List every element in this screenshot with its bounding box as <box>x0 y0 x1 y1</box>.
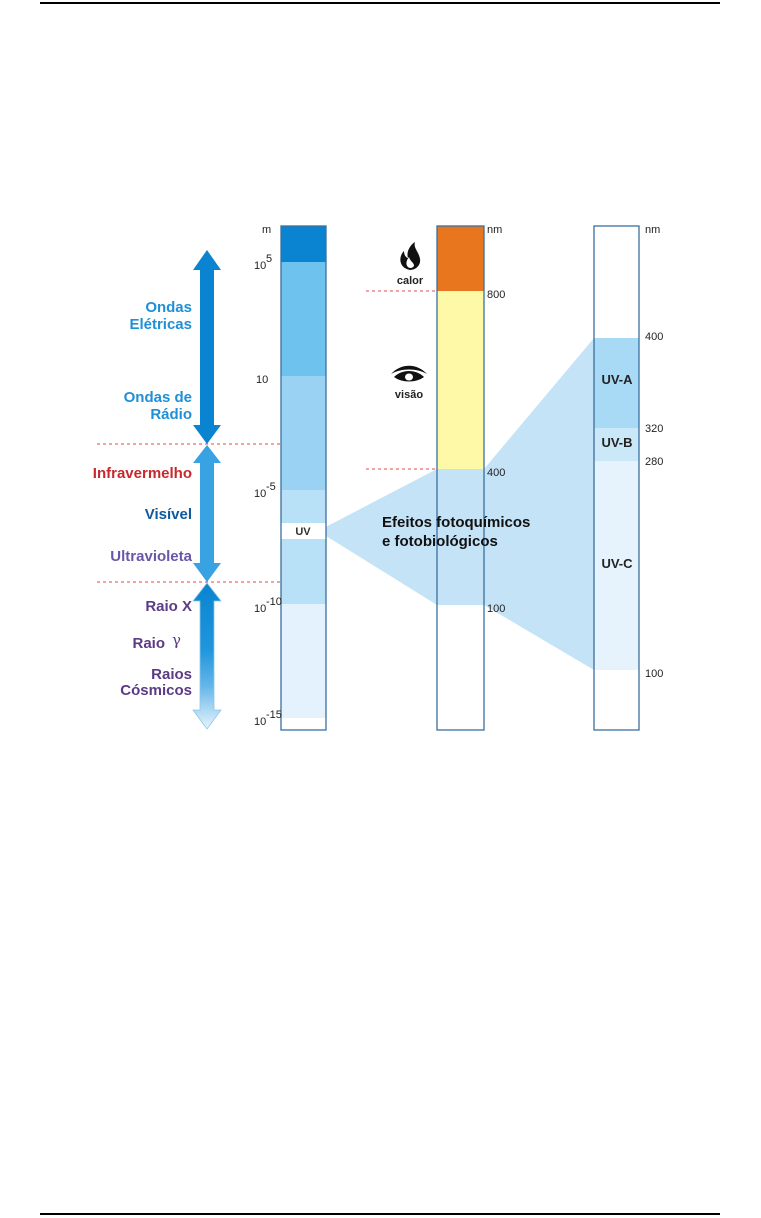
band-label-cosmicos-2: Cósmicos <box>120 682 192 699</box>
band-label-eletricas-2: Elétricas <box>129 316 192 333</box>
col1-band-2 <box>281 262 326 376</box>
col2-yellow-band <box>437 291 484 469</box>
col1-tick-1-exp: 5 <box>266 253 273 265</box>
col1-tick-3-base: 10 <box>254 488 267 500</box>
col3-tick-280: 280 <box>645 456 664 468</box>
arrow-segment-optical <box>193 445 221 582</box>
col1-band-3 <box>281 376 326 490</box>
gamma-symbol: γ <box>172 631 181 649</box>
eye-icon <box>391 366 427 382</box>
arrow-segment-ionizing <box>193 583 221 729</box>
effects-text-line2: e fotobiológicos <box>382 533 498 550</box>
arrow-segment-radio <box>193 250 221 444</box>
vision-label: visão <box>394 389 424 401</box>
col3-tick-100: 100 <box>645 668 664 680</box>
col1-tick-3-exp: -5 <box>266 481 276 493</box>
col2-orange-band <box>437 226 484 291</box>
uvb-label: UV-B <box>601 435 633 450</box>
band-label-cosmicos-1: Raios <box>151 666 192 683</box>
col2-tick-100: 100 <box>487 603 506 615</box>
uvc-label: UV-C <box>601 556 633 571</box>
col1-tick-4-exp: -10 <box>266 596 282 608</box>
heat-label: calor <box>396 275 424 287</box>
band-label-raio-x: Raio X <box>145 598 192 615</box>
col1-band-5 <box>281 604 326 718</box>
band-label-visivel: Visível <box>144 506 192 523</box>
band-label-eletricas-1: Ondas <box>145 299 192 316</box>
spectrum-arrow <box>193 250 221 729</box>
column-nm-uv <box>594 226 639 730</box>
col2-tick-400: 400 <box>487 467 506 479</box>
col1-tick-1-base: 10 <box>254 260 267 272</box>
col3-tick-400: 400 <box>645 331 664 343</box>
col1-band-4 <box>281 490 326 604</box>
column-nm-visible <box>437 226 484 730</box>
col1-tick-4-base: 10 <box>254 603 267 615</box>
col1-unit: m <box>262 224 272 236</box>
band-label-infravermelho: Infravermelho <box>92 465 192 482</box>
effects-text-line1: Efeitos fotoquímicos <box>382 514 531 531</box>
uva-label: UV-A <box>601 372 633 387</box>
col1-tick-2-base: 10 <box>256 374 269 386</box>
band-label-raio-gama: Raio <box>132 635 165 652</box>
col1-tick-5-base: 10 <box>254 716 267 728</box>
col1-tick-5-exp: -15 <box>266 709 282 721</box>
col3-tick-320: 320 <box>645 423 664 435</box>
col1-band-6 <box>281 718 326 730</box>
band-label-ultravioleta: Ultravioleta <box>110 548 192 565</box>
col1-band-1 <box>281 226 326 262</box>
band-label-radio-1: Ondas de <box>123 389 192 406</box>
column-meters <box>281 226 326 730</box>
col1-uv-label: UV <box>295 526 311 538</box>
band-label-radio-2: Rádio <box>150 406 192 423</box>
col2-tick-800: 800 <box>487 289 506 301</box>
col2-unit: nm <box>487 224 503 236</box>
col3-unit: nm <box>645 224 661 236</box>
flame-icon <box>400 242 420 270</box>
